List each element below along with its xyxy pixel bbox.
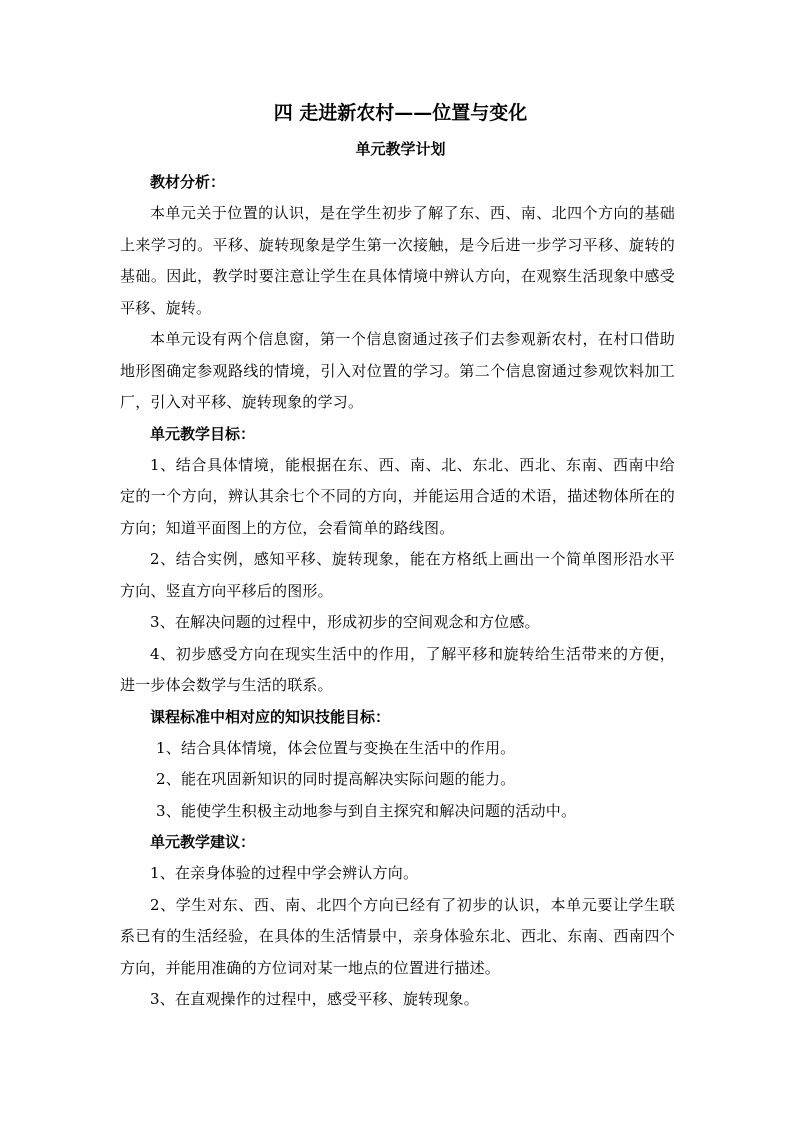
document-title: 四 走进新农村——位置与变化 [273,102,528,124]
unit-goal-item: 2、结合实例，感知平移、旋转现象，能在方格纸上画出一个简单图形沿水平方向、竖直方向平移后的图形。 [120,550,675,600]
curriculum-goal-item: 1、结合具体情境，体会位置与变换在生活中的作用。 [156,738,516,757]
textbook-analysis-paragraph: 本单元关于位置的认识，是在学生初步了解了东、西、南、北四个方向的基础上来学习的。平移、旋转现象是学生第一次接触，是今后进一步学习平移、旋转的基础。因此，教学时要注意让学生在具体情境中辨认方向，在观察生活现象中感受平移、旋转。 [120,204,675,317]
section-heading-textbook-analysis: 教材分析： [150,173,226,191]
teaching-suggestion-item: 3、在直观操作的过程中，感受平移、旋转现象。 [150,990,479,1008]
document-subtitle: 单元教学计划 [355,140,446,158]
curriculum-goal-item: 2、能在巩固新知识的同时提高解决实际问题的能力。 [156,770,516,788]
curriculum-goal-item: 3、能使学生积极主动地参与到自主探究和解决问题的活动中。 [156,801,577,820]
teaching-suggestion-item: 2、学生对东、西、南、北四个方向已经有了初步的认识，本单元要让学生联系已有的生活经验，在具体的生活情景中，亲身体验东北、西北、东南、西南四个方向，并能用准确的方位词对某一地点的位置进行描述。 [120,895,675,977]
textbook-analysis-paragraph: 本单元设有两个信息窗，第一个信息窗通过孩子们去参观新农村，在村口借助地形图确定参观路线的情境，引入对位置的学习。第二个信息窗通过参观饮料加工厂，引入对平移、旋转现象的学习。 [120,330,675,411]
unit-goal-item: 4、初步感受方向在现实生活中的作用，了解平移和旋转给生活带来的方便，进一步体会数学与生活的联系。 [120,644,675,694]
section-heading-teaching-suggestions: 单元教学建议： [150,833,256,851]
section-heading-curriculum-standards: 课程标准中相对应的知识技能目标： [150,707,391,726]
unit-goal-item: 1、结合具体情境，能根据在东、西、南、北、东北、西北、东南、西南中给定的一个方向，辨认其余七个不同的方向，并能运用合适的术语，描述物体所在的方向；知道平面图上的方位，会看简单的路线图。 [120,455,675,537]
unit-goal-item: 3、在解决问题的过程中，形成初步的空间观念和方位感。 [150,613,540,631]
section-heading-unit-goals: 单元教学目标： [150,424,256,443]
document-page [120,100,675,1016]
teaching-suggestion-item: 1、在亲身体验的过程中学会辨认方向。 [150,864,419,882]
